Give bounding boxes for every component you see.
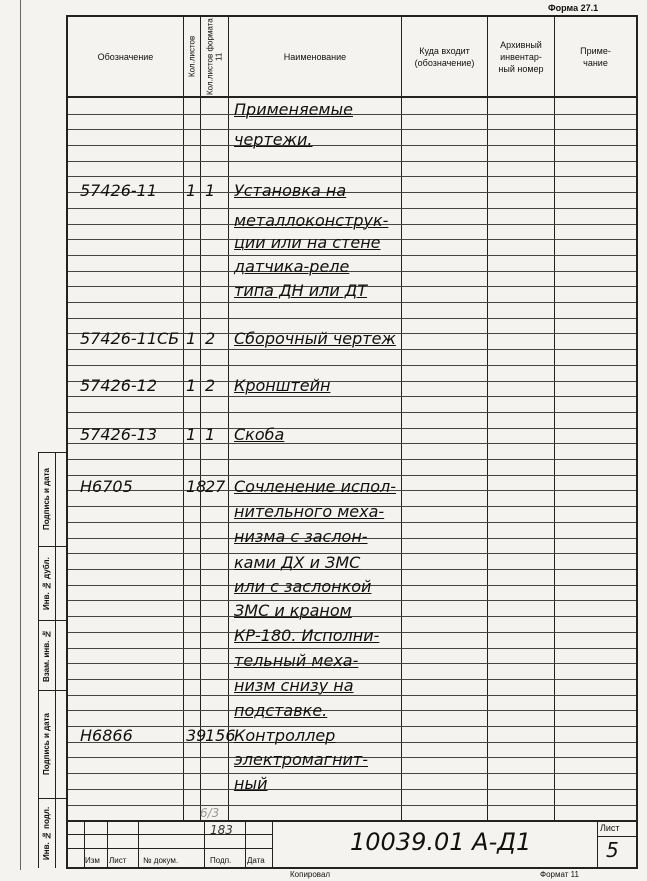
row-sheets-count: 1 xyxy=(186,181,197,200)
row-name: КР-180. Исполни- xyxy=(234,626,380,645)
row-line xyxy=(68,648,636,649)
footer-col-c xyxy=(138,820,139,867)
footer-sheet-mid xyxy=(597,836,637,837)
row-line xyxy=(68,302,636,303)
row-line xyxy=(68,789,636,790)
row-line xyxy=(68,475,636,476)
row-line xyxy=(68,255,636,256)
row-sheets-count: 18 xyxy=(186,477,207,496)
header-name: Наименование xyxy=(283,51,347,62)
row-sheets-count: 39 xyxy=(186,726,207,745)
footer-mid2 xyxy=(66,848,272,849)
row-line xyxy=(68,805,636,806)
sheet-number: 5 xyxy=(606,838,619,862)
row-sheets-format: 1 xyxy=(205,181,216,200)
col-line-5 xyxy=(487,15,488,821)
footer-col-b xyxy=(107,820,108,867)
side-label-original-inv: Инв. № подл. xyxy=(42,806,51,860)
footer-mid1 xyxy=(66,834,272,835)
col-line-1 xyxy=(183,15,184,821)
row-name: Кронштейн xyxy=(234,376,331,395)
row-line xyxy=(68,396,636,397)
row-name: электромагнит- xyxy=(234,750,369,769)
footer-col-doc: № докум. xyxy=(143,856,179,865)
footer-title-sep xyxy=(272,820,273,867)
sheet-label: Лист xyxy=(600,823,620,833)
row-line xyxy=(68,145,636,146)
row-sheets-format: 1 xyxy=(205,425,216,444)
footer-col-d xyxy=(204,820,205,867)
footer-col-izm: Изм xyxy=(85,856,100,865)
form-label: Форма 27.1 xyxy=(548,3,599,13)
header-where-used: Куда входит (обозначение) xyxy=(414,45,475,68)
pencil-note-2: 183 xyxy=(210,823,233,837)
row-name: подставке. xyxy=(234,701,328,720)
footer-col-e xyxy=(245,820,246,867)
row-name: или с заслонкой xyxy=(234,577,372,596)
col-line-4 xyxy=(401,15,402,821)
side-strip-right xyxy=(55,452,56,868)
row-line xyxy=(68,349,636,350)
format-label: Формат 11 xyxy=(540,870,579,879)
header-sheets-format: Кол.листов формата 11 xyxy=(205,18,224,95)
side-label-replacement-inv: Взам. инв. № xyxy=(42,629,51,682)
col-line-6 xyxy=(554,15,555,821)
header-sheets-count: Кол.листов xyxy=(187,35,197,78)
row-line xyxy=(68,271,636,272)
side-label-signature-date-1: Подпись и дата xyxy=(42,468,51,531)
side-label-signature-date-2: Подпись и дата xyxy=(42,713,51,776)
header-bottom xyxy=(66,96,638,98)
row-line xyxy=(68,318,636,319)
row-name: нительного меха- xyxy=(234,502,385,521)
frame-right xyxy=(636,15,638,869)
document-number: 10039.01 А-Д1 xyxy=(350,828,532,856)
row-line xyxy=(68,459,636,460)
footer-col-date: Дата xyxy=(247,856,265,865)
row-line xyxy=(68,600,636,601)
row-name: ный xyxy=(234,774,268,793)
header-note: Приме-чание xyxy=(580,45,611,68)
frame-left xyxy=(66,15,68,869)
row-designation: Н6866 xyxy=(80,726,133,745)
row-sheets-count: 1 xyxy=(186,425,197,444)
pencil-note-1: 6/3 xyxy=(200,806,220,820)
row-line xyxy=(68,365,636,366)
row-name: тельный меха- xyxy=(234,651,359,670)
row-name: металлоконструк- xyxy=(234,211,389,230)
row-name: Скоба xyxy=(234,425,285,444)
row-name: Сборочный чертеж xyxy=(234,329,396,348)
frame-bottom xyxy=(66,867,638,869)
row-line xyxy=(68,412,636,413)
row-line xyxy=(68,176,636,177)
side-label-dup-inv: Инв. № дубл. xyxy=(42,557,51,610)
row-name: Установка на xyxy=(234,181,347,200)
row-designation: 57426-13 xyxy=(80,425,158,444)
row-name: Применяемые xyxy=(234,100,353,119)
row-designation: 57426-11СБ xyxy=(80,329,180,348)
row-sheets-count: 1 xyxy=(186,376,197,395)
row-line xyxy=(68,208,636,209)
row-line xyxy=(68,129,636,130)
footer-col-sign: Подп. xyxy=(210,856,232,865)
row-line xyxy=(68,742,636,743)
row-designation: 57426-12 xyxy=(80,376,158,395)
left-margin-line xyxy=(20,0,21,870)
row-name: ЗМС и краном xyxy=(234,601,352,620)
row-name: низма с заслон- xyxy=(234,527,368,546)
row-line xyxy=(68,726,636,727)
col-line-2 xyxy=(200,15,201,821)
row-sheets-format: 2 xyxy=(205,329,216,348)
row-sheets-format: 27 xyxy=(205,477,226,496)
footer-sheet-sep xyxy=(597,820,598,867)
row-name: Контроллер xyxy=(234,726,336,745)
row-designation: 57426-11 xyxy=(80,181,158,200)
footer-top xyxy=(66,820,638,822)
row-designation: Н6705 xyxy=(80,477,133,496)
footer-col-list: Лист xyxy=(109,856,127,865)
row-name: Сочленение испол- xyxy=(234,477,397,496)
row-line xyxy=(68,161,636,162)
row-name: типа ДН или ДТ xyxy=(234,281,368,300)
row-sheets-format: 156 xyxy=(205,726,236,745)
copied-label: Копировал xyxy=(290,870,331,879)
row-name: низм снизу на xyxy=(234,676,354,695)
row-sheets-count: 1 xyxy=(186,329,197,348)
row-line xyxy=(68,710,636,711)
row-name: ками ДХ и ЗМС xyxy=(234,553,361,572)
header-archive-number: Архивный инвентар-ный номер xyxy=(498,39,544,74)
header-designation: Обозначение xyxy=(97,51,154,62)
row-line xyxy=(68,616,636,617)
row-line xyxy=(68,773,636,774)
row-name: ции или на стене xyxy=(234,233,381,252)
row-sheets-format: 2 xyxy=(205,376,216,395)
col-line-3 xyxy=(228,15,229,821)
row-name: чертежи. xyxy=(234,130,313,149)
row-name: датчика-реле xyxy=(234,257,350,276)
row-line xyxy=(68,522,636,523)
